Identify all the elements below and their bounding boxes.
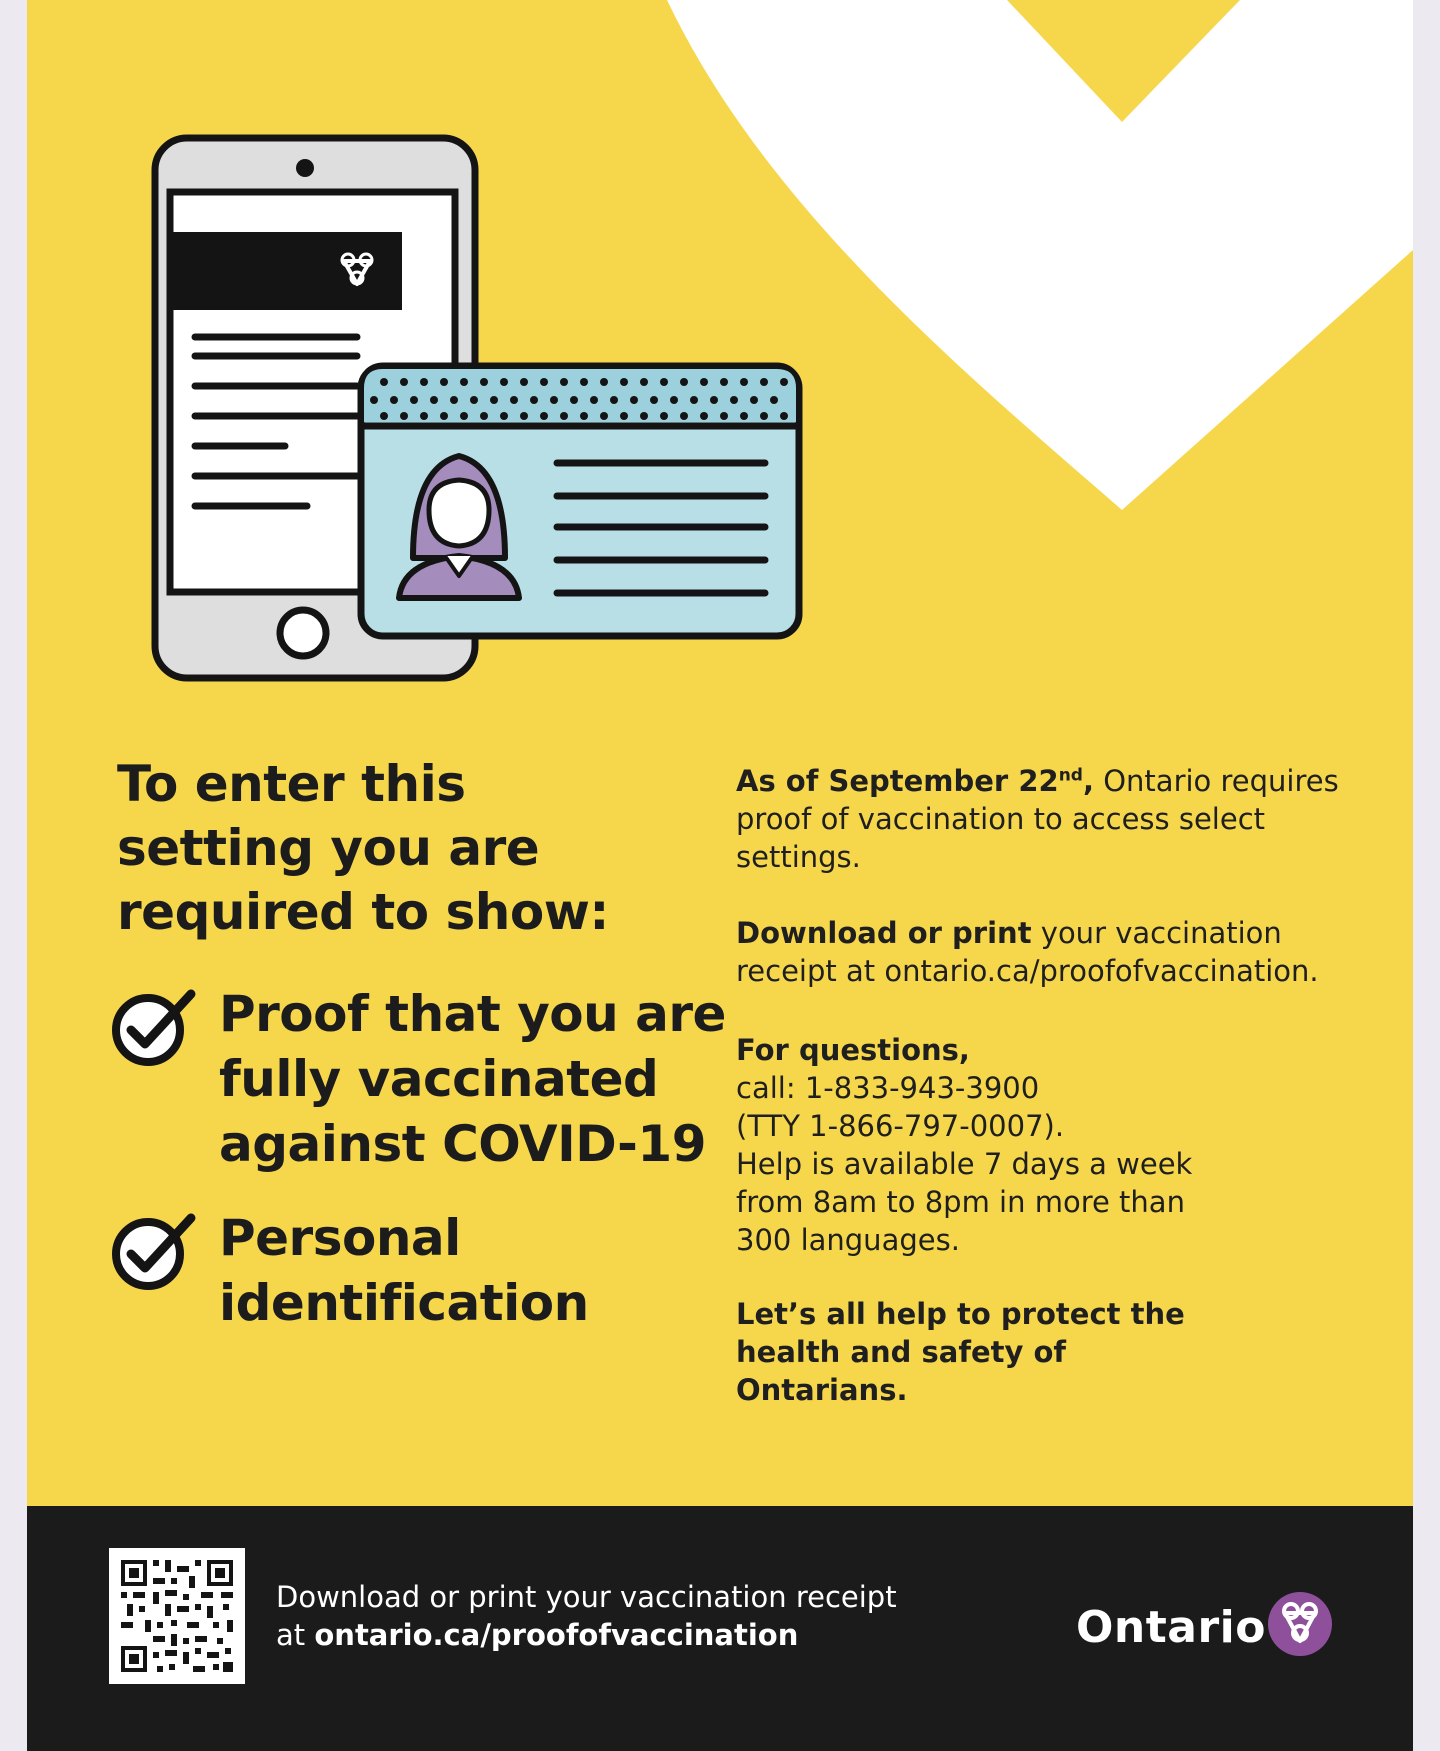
download-paragraph xyxy=(736,914,1356,990)
footer xyxy=(27,1506,1413,1751)
help-availability: Help is available 7 days a week from 8am to 8pm in more than 300 languages. xyxy=(736,1147,1193,1257)
proof-of-vaccination-link[interactable]: ontario.ca/proofofvaccination xyxy=(314,1618,799,1652)
download-text: your vaccination receipt at ontario.ca/proofofvaccination. xyxy=(736,916,1319,988)
footer-download-text xyxy=(276,1578,996,1654)
qr-code-icon[interactable] xyxy=(109,1548,245,1684)
tty-number[interactable]: (TTY 1-866-797-0007). xyxy=(736,1109,1065,1143)
requirement-text: Personal identification xyxy=(219,1209,589,1332)
download-lead: Download or print xyxy=(736,916,1032,950)
ontario-brand xyxy=(1076,1598,1376,1668)
footer-line-2-prefix: at xyxy=(276,1618,315,1652)
id-card-icon xyxy=(361,366,799,636)
date-comma: , xyxy=(1082,764,1094,798)
effective-date-text: Ontario requires proof of vaccination to access select settings. xyxy=(736,764,1339,874)
effective-date-paragraph xyxy=(736,762,1356,876)
footer-line-1: Download or print your vaccination receipt xyxy=(276,1580,897,1614)
phone-number[interactable]: call: 1-833-943-3900 xyxy=(736,1071,1040,1105)
check-circle-icon xyxy=(111,988,201,1068)
poster xyxy=(27,0,1413,1751)
closing-text: Let’s all help to protect the health and safety of Ontarians. xyxy=(736,1297,1185,1407)
questions-paragraph xyxy=(736,1031,1356,1259)
closing-paragraph xyxy=(736,1295,1356,1409)
brand-wordmark: Ontario xyxy=(1076,1602,1266,1653)
proof-illustration xyxy=(27,0,827,700)
requirement-text: Proof that you are fully vaccinated against COVID-19 xyxy=(219,985,726,1173)
effective-date-lead: As of September 22 xyxy=(736,764,1059,798)
questions-lead: For questions, xyxy=(736,1033,970,1067)
date-ordinal: nd xyxy=(1058,765,1083,786)
check-circle-icon xyxy=(111,1212,201,1292)
headline: To enter this setting you are required to show: xyxy=(117,755,609,941)
trillium-icon xyxy=(1267,1591,1333,1657)
